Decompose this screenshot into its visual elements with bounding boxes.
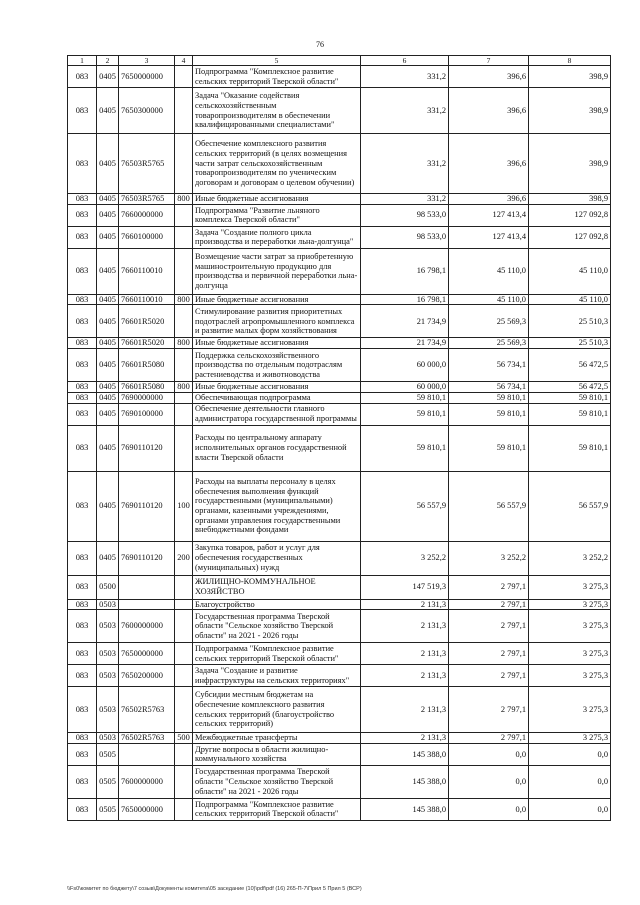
admin-code-cell: 083 — [68, 599, 97, 610]
expense-type-cell — [175, 349, 193, 382]
amount-2022-cell: 396,6 — [449, 88, 529, 134]
description-cell: Иные бюджетные ассигнования — [193, 194, 361, 205]
section-code-cell: 0405 — [97, 541, 119, 575]
table-row — [68, 248, 611, 294]
amount-2021-cell: 2 131,3 — [361, 599, 449, 610]
admin-code-cell: 083 — [68, 425, 97, 471]
header-cell: 5 — [193, 56, 361, 66]
section-code-cell: 0405 — [97, 88, 119, 134]
table-row — [68, 599, 611, 610]
table-row — [68, 349, 611, 382]
header-cell: 1 — [68, 56, 97, 66]
table-row — [68, 687, 611, 733]
section-code-cell: 0405 — [97, 382, 119, 393]
target-article-cell: 7650000000 — [119, 643, 175, 665]
description-cell: Благоустройство — [193, 599, 361, 610]
section-code-cell: 0405 — [97, 403, 119, 425]
table-row — [68, 425, 611, 471]
admin-code-cell: 083 — [68, 338, 97, 349]
amount-2021-cell: 145 388,0 — [361, 743, 449, 765]
expense-type-cell — [175, 403, 193, 425]
expense-type-cell — [175, 134, 193, 194]
admin-code-cell: 083 — [68, 687, 97, 733]
table-row — [68, 743, 611, 765]
expense-type-cell — [175, 226, 193, 248]
amount-2023-cell: 45 110,0 — [529, 294, 611, 305]
admin-code-cell: 083 — [68, 392, 97, 403]
header-cell: 7 — [449, 56, 529, 66]
amount-2023-cell: 3 275,3 — [529, 733, 611, 744]
amount-2021-cell: 59 810,1 — [361, 425, 449, 471]
section-code-cell: 0500 — [97, 575, 119, 599]
amount-2023-cell: 127 092,8 — [529, 204, 611, 226]
amount-2023-cell: 398,9 — [529, 88, 611, 134]
amount-2023-cell: 56 472,5 — [529, 349, 611, 382]
table-body — [68, 56, 611, 821]
section-code-cell: 0505 — [97, 798, 119, 820]
table-row — [68, 338, 611, 349]
amount-2022-cell: 56 557,9 — [449, 471, 529, 541]
amount-2022-cell: 2 797,1 — [449, 733, 529, 744]
section-code-cell: 0405 — [97, 204, 119, 226]
table-row — [68, 392, 611, 403]
admin-code-cell: 083 — [68, 743, 97, 765]
target-article-cell: 7690110120 — [119, 541, 175, 575]
target-article-cell — [119, 743, 175, 765]
admin-code-cell: 083 — [68, 575, 97, 599]
admin-code-cell: 083 — [68, 382, 97, 393]
target-article-cell: 7650300000 — [119, 88, 175, 134]
expense-type-cell — [175, 66, 193, 88]
amount-2022-cell: 56 734,1 — [449, 349, 529, 382]
amount-2021-cell: 16 798,1 — [361, 294, 449, 305]
expense-type-cell: 100 — [175, 471, 193, 541]
expense-type-cell — [175, 204, 193, 226]
amount-2022-cell: 0,0 — [449, 798, 529, 820]
amount-2023-cell: 398,9 — [529, 194, 611, 205]
amount-2023-cell: 59 810,1 — [529, 392, 611, 403]
description-cell: Государственная программа Тверской области "Сельское хозяйство Тверской области" на 2021 - 2026 годы — [193, 765, 361, 798]
target-article-cell: 76601R5020 — [119, 305, 175, 338]
section-code-cell: 0405 — [97, 294, 119, 305]
section-code-cell: 0503 — [97, 733, 119, 744]
table-row — [68, 541, 611, 575]
amount-2023-cell: 56 557,9 — [529, 471, 611, 541]
description-cell: Расходы по центральному аппарату исполнительных органов государственной власти Тверской области — [193, 425, 361, 471]
amount-2023-cell: 56 472,5 — [529, 382, 611, 393]
amount-2023-cell: 398,9 — [529, 66, 611, 88]
section-code-cell: 0405 — [97, 66, 119, 88]
target-article-cell: 76601R5080 — [119, 382, 175, 393]
section-code-cell: 0405 — [97, 248, 119, 294]
amount-2022-cell: 2 797,1 — [449, 599, 529, 610]
table-row — [68, 765, 611, 798]
admin-code-cell: 083 — [68, 765, 97, 798]
admin-code-cell: 083 — [68, 541, 97, 575]
table-row — [68, 610, 611, 643]
table-row — [68, 382, 611, 393]
expense-type-cell — [175, 392, 193, 403]
expense-type-cell: 800 — [175, 294, 193, 305]
amount-2023-cell: 3 275,3 — [529, 575, 611, 599]
admin-code-cell: 083 — [68, 204, 97, 226]
amount-2022-cell: 396,6 — [449, 194, 529, 205]
description-cell: Обеспечение деятельности главного администратора государственной программы — [193, 403, 361, 425]
table-row — [68, 471, 611, 541]
target-article-cell: 76601R5080 — [119, 349, 175, 382]
section-code-cell: 0503 — [97, 610, 119, 643]
expense-type-cell — [175, 599, 193, 610]
amount-2021-cell: 60 000,0 — [361, 349, 449, 382]
amount-2021-cell: 331,2 — [361, 134, 449, 194]
table-row — [68, 305, 611, 338]
target-article-cell: 7690000000 — [119, 392, 175, 403]
expense-type-cell — [175, 665, 193, 687]
budget-table — [67, 55, 611, 821]
amount-2023-cell: 25 510,3 — [529, 305, 611, 338]
amount-2023-cell: 3 275,3 — [529, 643, 611, 665]
admin-code-cell: 083 — [68, 305, 97, 338]
target-article-cell: 7660100000 — [119, 226, 175, 248]
amount-2021-cell: 21 734,9 — [361, 305, 449, 338]
description-cell: Задача "Создание полного цикла производства и переработки льна-долгунца" — [193, 226, 361, 248]
amount-2023-cell: 3 275,3 — [529, 599, 611, 610]
amount-2022-cell: 2 797,1 — [449, 687, 529, 733]
admin-code-cell: 083 — [68, 294, 97, 305]
admin-code-cell: 083 — [68, 403, 97, 425]
table-row — [68, 575, 611, 599]
description-cell: Подпрограмма "Комплексное развитие сельских территорий Тверской области" — [193, 798, 361, 820]
description-cell: Иные бюджетные ассигнования — [193, 382, 361, 393]
amount-2021-cell: 98 533,0 — [361, 226, 449, 248]
section-code-cell: 0405 — [97, 471, 119, 541]
target-article-cell: 76601R5020 — [119, 338, 175, 349]
page-number: 76 — [316, 40, 324, 49]
section-code-cell: 0405 — [97, 194, 119, 205]
amount-2022-cell: 59 810,1 — [449, 392, 529, 403]
header-cell: 8 — [529, 56, 611, 66]
amount-2023-cell: 3 252,2 — [529, 541, 611, 575]
table-row — [68, 665, 611, 687]
description-cell: Обеспечение комплексного развития сельских территорий (в целях возмещения части затрат сельскохозяйственным товаропроизводителям по ученическим договорам и договорам о целевом обучении) — [193, 134, 361, 194]
amount-2022-cell: 25 569,3 — [449, 305, 529, 338]
amount-2023-cell: 3 275,3 — [529, 610, 611, 643]
target-article-cell: 7660110010 — [119, 248, 175, 294]
amount-2021-cell: 98 533,0 — [361, 204, 449, 226]
amount-2021-cell: 3 252,2 — [361, 541, 449, 575]
admin-code-cell: 083 — [68, 643, 97, 665]
amount-2023-cell: 59 810,1 — [529, 403, 611, 425]
amount-2021-cell: 56 557,9 — [361, 471, 449, 541]
target-article-cell: 76502R5763 — [119, 687, 175, 733]
section-code-cell: 0405 — [97, 392, 119, 403]
section-code-cell: 0405 — [97, 338, 119, 349]
table-row — [68, 798, 611, 820]
target-article-cell: 7690110120 — [119, 471, 175, 541]
target-article-cell: 7650200000 — [119, 665, 175, 687]
table-row — [68, 294, 611, 305]
target-article-cell: 76502R5763 — [119, 733, 175, 744]
expense-type-cell: 200 — [175, 541, 193, 575]
amount-2021-cell: 60 000,0 — [361, 382, 449, 393]
expense-type-cell: 800 — [175, 382, 193, 393]
expense-type-cell — [175, 798, 193, 820]
target-article-cell: 7660110010 — [119, 294, 175, 305]
amount-2021-cell: 331,2 — [361, 88, 449, 134]
description-cell: Закупка товаров, работ и услуг для обеспечения государственных (муниципальных) нужд — [193, 541, 361, 575]
amount-2023-cell: 45 110,0 — [529, 248, 611, 294]
header-cell: 3 — [119, 56, 175, 66]
amount-2021-cell: 147 519,3 — [361, 575, 449, 599]
admin-code-cell: 083 — [68, 798, 97, 820]
amount-2022-cell: 56 734,1 — [449, 382, 529, 393]
amount-2022-cell: 2 797,1 — [449, 610, 529, 643]
target-article-cell: 76503R5765 — [119, 134, 175, 194]
expense-type-cell — [175, 610, 193, 643]
amount-2023-cell: 3 275,3 — [529, 687, 611, 733]
admin-code-cell: 083 — [68, 610, 97, 643]
target-article-cell: 7600000000 — [119, 610, 175, 643]
amount-2022-cell: 59 810,1 — [449, 403, 529, 425]
amount-2023-cell: 398,9 — [529, 134, 611, 194]
description-cell: Подпрограмма "Развитие льняного комплекса Тверской области" — [193, 204, 361, 226]
target-article-cell: 7650000000 — [119, 66, 175, 88]
section-code-cell: 0405 — [97, 134, 119, 194]
amount-2021-cell: 2 131,3 — [361, 733, 449, 744]
amount-2023-cell: 25 510,3 — [529, 338, 611, 349]
description-cell: Иные бюджетные ассигнования — [193, 294, 361, 305]
amount-2022-cell: 0,0 — [449, 765, 529, 798]
table-row — [68, 643, 611, 665]
expense-type-cell: 500 — [175, 733, 193, 744]
description-cell: ЖИЛИЩНО-КОММУНАЛЬНОЕ ХОЗЯЙСТВО — [193, 575, 361, 599]
expense-type-cell — [175, 743, 193, 765]
amount-2021-cell: 16 798,1 — [361, 248, 449, 294]
table-row — [68, 204, 611, 226]
section-code-cell: 0503 — [97, 599, 119, 610]
amount-2022-cell: 59 810,1 — [449, 425, 529, 471]
amount-2021-cell: 145 388,0 — [361, 798, 449, 820]
amount-2023-cell: 127 092,8 — [529, 226, 611, 248]
amount-2021-cell: 59 810,1 — [361, 403, 449, 425]
expense-type-cell — [175, 88, 193, 134]
section-code-cell: 0405 — [97, 226, 119, 248]
description-cell: Другие вопросы в области жилищно-коммунального хозяйства — [193, 743, 361, 765]
amount-2022-cell: 25 569,3 — [449, 338, 529, 349]
target-article-cell: 76503R5765 — [119, 194, 175, 205]
amount-2023-cell: 3 275,3 — [529, 665, 611, 687]
target-article-cell: 7660000000 — [119, 204, 175, 226]
amount-2022-cell: 127 413,4 — [449, 226, 529, 248]
table-row — [68, 88, 611, 134]
amount-2023-cell: 0,0 — [529, 743, 611, 765]
amount-2021-cell: 331,2 — [361, 66, 449, 88]
description-cell: Межбюджетные трансферты — [193, 733, 361, 744]
amount-2022-cell: 2 797,1 — [449, 643, 529, 665]
description-cell: Подпрограмма "Комплексное развитие сельских территорий Тверской области" — [193, 66, 361, 88]
admin-code-cell: 083 — [68, 665, 97, 687]
admin-code-cell: 083 — [68, 349, 97, 382]
description-cell: Стимулирование развития приоритетных подотраслей агропромышленного комплекса и развитие малых форм хозяйствования — [193, 305, 361, 338]
expense-type-cell — [175, 765, 193, 798]
amount-2023-cell: 0,0 — [529, 798, 611, 820]
description-cell: Поддержка сельскохозяйственного производства по отдельным подотраслям растениеводства и животноводства — [193, 349, 361, 382]
target-article-cell — [119, 575, 175, 599]
table-row — [68, 403, 611, 425]
expense-type-cell: 800 — [175, 338, 193, 349]
header-row — [68, 56, 611, 66]
table-row — [68, 66, 611, 88]
admin-code-cell: 083 — [68, 88, 97, 134]
target-article-cell: 7690110120 — [119, 425, 175, 471]
target-article-cell: 7650000000 — [119, 798, 175, 820]
footer-file-path: \\Fs0\комитет по бюджету\7 созыв\Документы комитета\05 заседание (10)\pdf\pdf (16) 265-П-7\Прил 5 Прил 5 (ВСР) — [67, 886, 362, 892]
table-row — [68, 733, 611, 744]
table-row — [68, 134, 611, 194]
amount-2021-cell: 331,2 — [361, 194, 449, 205]
section-code-cell: 0503 — [97, 665, 119, 687]
amount-2021-cell: 145 388,0 — [361, 765, 449, 798]
section-code-cell: 0505 — [97, 743, 119, 765]
section-code-cell: 0405 — [97, 425, 119, 471]
admin-code-cell: 083 — [68, 194, 97, 205]
section-code-cell: 0405 — [97, 305, 119, 338]
section-code-cell: 0503 — [97, 643, 119, 665]
description-cell: Государственная программа Тверской области "Сельское хозяйство Тверской области" на 2021 - 2026 годы — [193, 610, 361, 643]
amount-2022-cell: 45 110,0 — [449, 294, 529, 305]
section-code-cell: 0405 — [97, 349, 119, 382]
target-article-cell: 7690100000 — [119, 403, 175, 425]
expense-type-cell — [175, 575, 193, 599]
target-article-cell — [119, 599, 175, 610]
description-cell: Возмещение части затрат за приобретенную машиностроительную продукцию для производства и первичной переработки льна-долгунца — [193, 248, 361, 294]
amount-2021-cell: 21 734,9 — [361, 338, 449, 349]
amount-2023-cell: 0,0 — [529, 765, 611, 798]
expense-type-cell — [175, 305, 193, 338]
description-cell: Задача "Оказание содействия сельскохозяйственным товаропроизводителям в обеспечении квалифицированными специалистами" — [193, 88, 361, 134]
amount-2022-cell: 0,0 — [449, 743, 529, 765]
description-cell: Расходы на выплаты персоналу в целях обеспечения выполнения функций государственными (муниципальными) органами, казенными учреждениями, органами управления государственными внебюджетными фондами — [193, 471, 361, 541]
header-cell: 4 — [175, 56, 193, 66]
amount-2022-cell: 45 110,0 — [449, 248, 529, 294]
amount-2022-cell: 396,6 — [449, 134, 529, 194]
expense-type-cell — [175, 687, 193, 733]
amount-2022-cell: 2 797,1 — [449, 665, 529, 687]
expense-type-cell — [175, 425, 193, 471]
admin-code-cell: 083 — [68, 134, 97, 194]
description-cell: Иные бюджетные ассигнования — [193, 338, 361, 349]
table-row — [68, 194, 611, 205]
admin-code-cell: 083 — [68, 66, 97, 88]
header-cell: 2 — [97, 56, 119, 66]
description-cell: Обеспечивающая подпрограмма — [193, 392, 361, 403]
admin-code-cell: 083 — [68, 248, 97, 294]
description-cell: Субсидии местным бюджетам на обеспечение комплексного развития сельских территорий (благоустройство сельских территорий) — [193, 687, 361, 733]
amount-2023-cell: 59 810,1 — [529, 425, 611, 471]
amount-2022-cell: 3 252,2 — [449, 541, 529, 575]
amount-2021-cell: 2 131,3 — [361, 665, 449, 687]
amount-2021-cell: 2 131,3 — [361, 643, 449, 665]
admin-code-cell: 083 — [68, 471, 97, 541]
admin-code-cell: 083 — [68, 733, 97, 744]
expense-type-cell: 800 — [175, 194, 193, 205]
expense-type-cell — [175, 643, 193, 665]
table-row — [68, 226, 611, 248]
header-cell: 6 — [361, 56, 449, 66]
admin-code-cell: 083 — [68, 226, 97, 248]
amount-2021-cell: 59 810,1 — [361, 392, 449, 403]
section-code-cell: 0505 — [97, 765, 119, 798]
amount-2022-cell: 127 413,4 — [449, 204, 529, 226]
description-cell: Подпрограмма "Комплексное развитие сельских территорий Тверской области" — [193, 643, 361, 665]
section-code-cell: 0503 — [97, 687, 119, 733]
amount-2022-cell: 2 797,1 — [449, 575, 529, 599]
amount-2022-cell: 396,6 — [449, 66, 529, 88]
description-cell: Задача "Создание и развитие инфраструктуры на сельских территориях" — [193, 665, 361, 687]
amount-2021-cell: 2 131,3 — [361, 610, 449, 643]
target-article-cell: 7600000000 — [119, 765, 175, 798]
amount-2021-cell: 2 131,3 — [361, 687, 449, 733]
expense-type-cell — [175, 248, 193, 294]
